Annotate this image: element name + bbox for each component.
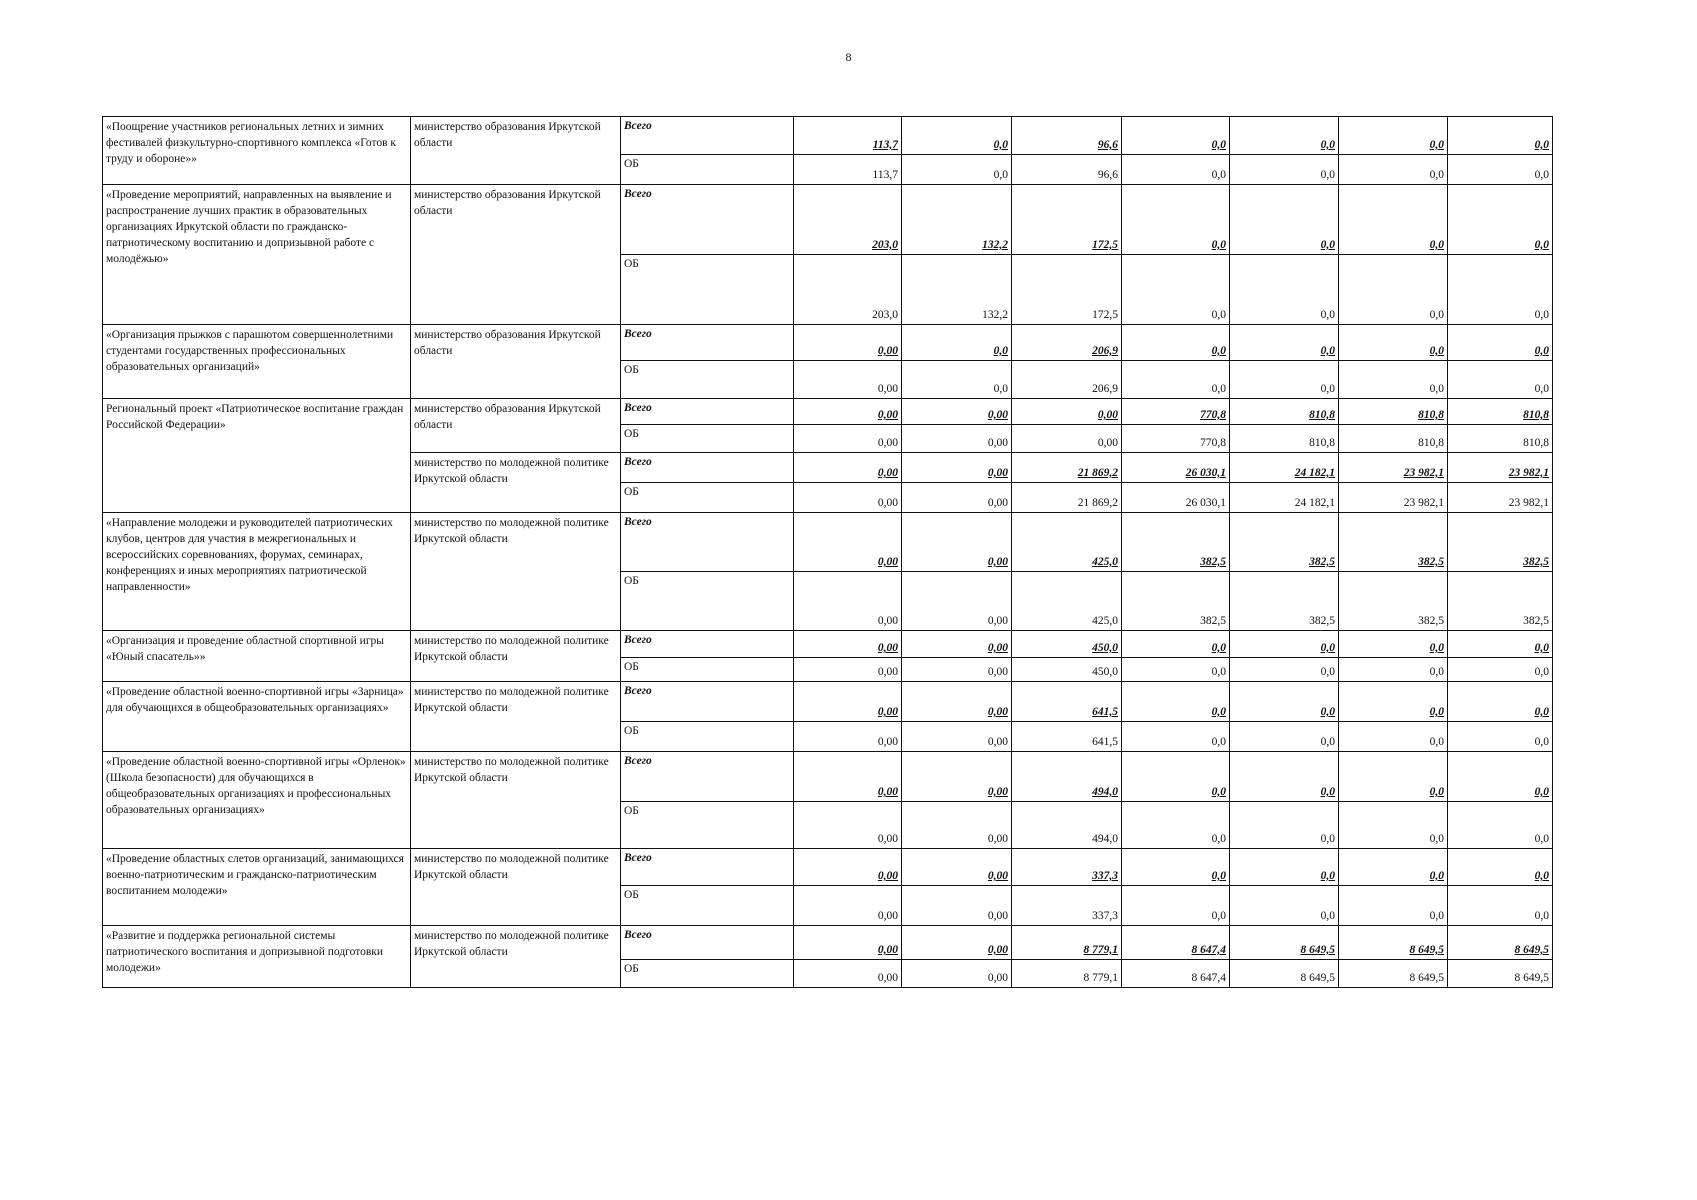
table-row-total xyxy=(103,849,1553,886)
amount-cell: 0,00 xyxy=(902,453,1012,483)
amount-cell: 113,7 xyxy=(794,117,902,155)
amount-cell: 0,0 xyxy=(1339,325,1448,361)
amount-cell: 0,0 xyxy=(1230,255,1339,325)
amount-cell: 0,0 xyxy=(1339,722,1448,752)
program-name: «Поощрение участников региональных летних и зимних фестивалей физкультурно-спортивного комплекса «Готов к труду и обороне»» xyxy=(103,117,411,185)
funding-source-label: Всего xyxy=(621,926,794,960)
executor: министерство по молодежной политике Иркутской области xyxy=(411,453,621,513)
amount-cell: 96,6 xyxy=(1012,155,1122,185)
amount-cell: 0,00 xyxy=(794,682,902,722)
funding-source-label: ОБ xyxy=(621,155,794,185)
amount-cell: 0,0 xyxy=(902,325,1012,361)
executor: министерство образования Иркутской области xyxy=(411,117,621,185)
amount-cell: 0,00 xyxy=(902,425,1012,453)
table-row-total xyxy=(103,325,1553,361)
executor: министерство образования Иркутской области xyxy=(411,399,621,453)
amount-cell: 337,3 xyxy=(1012,849,1122,886)
funding-source-label: Всего xyxy=(621,453,794,483)
amount-cell: 810,8 xyxy=(1339,399,1448,425)
amount-cell: 0,00 xyxy=(902,960,1012,988)
amount-cell: 0,0 xyxy=(1448,631,1553,658)
amount-cell: 0,0 xyxy=(1339,255,1448,325)
amount-cell: 0,00 xyxy=(902,752,1012,802)
funding-source-label: Всего xyxy=(621,682,794,722)
amount-cell: 641,5 xyxy=(1012,682,1122,722)
amount-cell: 0,0 xyxy=(1122,886,1230,926)
amount-cell: 113,7 xyxy=(794,155,902,185)
amount-cell: 8 647,4 xyxy=(1122,926,1230,960)
amount-cell: 0,0 xyxy=(1122,361,1230,399)
amount-cell: 0,0 xyxy=(1122,631,1230,658)
amount-cell: 0,0 xyxy=(1230,802,1339,849)
table-row-total xyxy=(103,185,1553,255)
amount-cell: 0,0 xyxy=(1122,802,1230,849)
amount-cell: 0,00 xyxy=(794,802,902,849)
amount-cell: 23 982,1 xyxy=(1448,453,1553,483)
amount-cell: 0,0 xyxy=(1448,682,1553,722)
funding-source-label: ОБ xyxy=(621,255,794,325)
amount-cell: 0,00 xyxy=(902,631,1012,658)
amount-cell: 0,0 xyxy=(1230,185,1339,255)
amount-cell: 0,00 xyxy=(794,325,902,361)
executor: министерство по молодежной политике Иркутской области xyxy=(411,849,621,926)
table-row-total xyxy=(103,631,1553,658)
amount-cell: 0,0 xyxy=(1230,117,1339,155)
executor: министерство образования Иркутской области xyxy=(411,325,621,399)
funding-source-label: Всего xyxy=(621,513,794,572)
table-row-total xyxy=(103,513,1553,572)
amount-cell: 0,0 xyxy=(1122,722,1230,752)
amount-cell: 0,0 xyxy=(1448,849,1553,886)
amount-cell: 0,00 xyxy=(902,722,1012,752)
amount-cell: 425,0 xyxy=(1012,513,1122,572)
amount-cell: 382,5 xyxy=(1339,513,1448,572)
amount-cell: 8 649,5 xyxy=(1448,926,1553,960)
program-name: «Проведение областной военно-спортивной игры «Зарница» для обучающихся в общеобразовательных организациях» xyxy=(103,682,411,752)
amount-cell: 8 649,5 xyxy=(1339,926,1448,960)
amount-cell: 0,0 xyxy=(1230,752,1339,802)
amount-cell: 0,0 xyxy=(1230,722,1339,752)
funding-source-label: Всего xyxy=(621,849,794,886)
amount-cell: 0,0 xyxy=(1339,802,1448,849)
program-name: «Организация и проведение областной спортивной игры «Юный спасатель»» xyxy=(103,631,411,682)
amount-cell: 494,0 xyxy=(1012,802,1122,849)
amount-cell: 0,0 xyxy=(1339,155,1448,185)
amount-cell: 0,0 xyxy=(1339,849,1448,886)
amount-cell: 0,00 xyxy=(794,399,902,425)
table-row-total xyxy=(103,752,1553,802)
amount-cell: 0,00 xyxy=(794,425,902,453)
amount-cell: 0,00 xyxy=(902,682,1012,722)
amount-cell: 382,5 xyxy=(1448,572,1553,631)
program-name: «Проведение мероприятий, направленных на выявление и распространение лучших практик в образовательных организациях Иркутской области по гражданско-патриотическому воспитанию и допризывной работе с молодёжью» xyxy=(103,185,411,325)
amount-cell: 382,5 xyxy=(1230,572,1339,631)
amount-cell: 0,00 xyxy=(794,572,902,631)
amount-cell: 8 647,4 xyxy=(1122,960,1230,988)
amount-cell: 0,00 xyxy=(902,802,1012,849)
amount-cell: 0,0 xyxy=(1122,752,1230,802)
amount-cell: 0,0 xyxy=(1230,361,1339,399)
budget-table xyxy=(102,116,1553,988)
amount-cell: 24 182,1 xyxy=(1230,483,1339,513)
amount-cell: 0,0 xyxy=(1122,155,1230,185)
funding-source-label: Всего xyxy=(621,117,794,155)
amount-cell: 0,0 xyxy=(1339,361,1448,399)
amount-cell: 0,00 xyxy=(794,886,902,926)
amount-cell: 450,0 xyxy=(1012,631,1122,658)
table-row-total xyxy=(103,399,1553,425)
amount-cell: 450,0 xyxy=(1012,658,1122,682)
amount-cell: 425,0 xyxy=(1012,572,1122,631)
amount-cell: 0,0 xyxy=(1230,658,1339,682)
executor: министерство по молодежной политике Иркутской области xyxy=(411,752,621,849)
funding-source-label: Всего xyxy=(621,325,794,361)
program-name: «Направление молодежи и руководителей патриотических клубов, центров для участия в межрегиональных и всероссийских соревнованиях, форумах, семинарах, конференциях и иных мероприятиях патриотической направленности» xyxy=(103,513,411,631)
amount-cell: 810,8 xyxy=(1230,399,1339,425)
funding-source-label: Всего xyxy=(621,185,794,255)
amount-cell: 172,5 xyxy=(1012,255,1122,325)
program-name: «Проведение областных слетов организаций, занимающихся военно-патриотическим и гражданско-патриотическим воспитанием молодежи» xyxy=(103,849,411,926)
amount-cell: 0,0 xyxy=(1448,155,1553,185)
amount-cell: 0,00 xyxy=(794,453,902,483)
executor: министерство по молодежной политике Иркутской области xyxy=(411,513,621,631)
amount-cell: 382,5 xyxy=(1122,572,1230,631)
amount-cell: 8 779,1 xyxy=(1012,926,1122,960)
amount-cell: 0,0 xyxy=(1122,325,1230,361)
executor: министерство по молодежной политике Иркутской области xyxy=(411,682,621,752)
amount-cell: 8 649,5 xyxy=(1230,960,1339,988)
amount-cell: 382,5 xyxy=(1339,572,1448,631)
amount-cell: 0,00 xyxy=(794,849,902,886)
amount-cell: 0,0 xyxy=(1230,325,1339,361)
amount-cell: 0,00 xyxy=(794,658,902,682)
amount-cell: 0,0 xyxy=(1339,185,1448,255)
amount-cell: 0,0 xyxy=(1448,325,1553,361)
program-name: «Развитие и поддержка региональной системы патриотического воспитания и допризывной подготовки молодежи» xyxy=(103,926,411,988)
amount-cell: 23 982,1 xyxy=(1339,453,1448,483)
amount-cell: 0,00 xyxy=(902,513,1012,572)
amount-cell: 0,0 xyxy=(1230,886,1339,926)
amount-cell: 8 649,5 xyxy=(1230,926,1339,960)
amount-cell: 21 869,2 xyxy=(1012,483,1122,513)
program-name: «Организация прыжков с парашютом совершеннолетними студентами государственных профессиональных образовательных организаций» xyxy=(103,325,411,399)
program-name: «Проведение областной военно-спортивной игры «Орленок» (Школа безопасности) для обучающихся в общеобразовательных организациях и профессиональных образовательных организациях» xyxy=(103,752,411,849)
amount-cell: 172,5 xyxy=(1012,185,1122,255)
funding-source-label: ОБ xyxy=(621,722,794,752)
amount-cell: 26 030,1 xyxy=(1122,483,1230,513)
amount-cell: 0,0 xyxy=(1448,117,1553,155)
amount-cell: 0,0 xyxy=(1122,658,1230,682)
amount-cell: 26 030,1 xyxy=(1122,453,1230,483)
amount-cell: 0,0 xyxy=(1230,155,1339,185)
amount-cell: 0,0 xyxy=(1448,185,1553,255)
amount-cell: 0,0 xyxy=(1448,361,1553,399)
amount-cell: 0,0 xyxy=(902,361,1012,399)
amount-cell: 0,0 xyxy=(1122,255,1230,325)
amount-cell: 0,0 xyxy=(1230,631,1339,658)
funding-source-label: ОБ xyxy=(621,886,794,926)
amount-cell: 770,8 xyxy=(1122,399,1230,425)
amount-cell: 0,0 xyxy=(1339,658,1448,682)
amount-cell: 23 982,1 xyxy=(1339,483,1448,513)
amount-cell: 810,8 xyxy=(1448,425,1553,453)
amount-cell: 0,00 xyxy=(902,886,1012,926)
amount-cell: 810,8 xyxy=(1339,425,1448,453)
amount-cell: 132,2 xyxy=(902,185,1012,255)
funding-source-label: ОБ xyxy=(621,425,794,453)
funding-source-label: ОБ xyxy=(621,483,794,513)
amount-cell: 0,0 xyxy=(1448,886,1553,926)
amount-cell: 0,00 xyxy=(1012,425,1122,453)
amount-cell: 382,5 xyxy=(1448,513,1553,572)
funding-source-label: ОБ xyxy=(621,361,794,399)
amount-cell: 0,0 xyxy=(1122,185,1230,255)
executor: министерство по молодежной политике Иркутской области xyxy=(411,631,621,682)
funding-source-label: ОБ xyxy=(621,960,794,988)
funding-source-label: ОБ xyxy=(621,658,794,682)
amount-cell: 0,00 xyxy=(794,926,902,960)
amount-cell: 203,0 xyxy=(794,255,902,325)
table-row-total xyxy=(103,117,1553,155)
executor: министерство по молодежной политике Иркутской области xyxy=(411,926,621,988)
amount-cell: 382,5 xyxy=(1230,513,1339,572)
page-number: 8 xyxy=(845,50,852,64)
amount-cell: 132,2 xyxy=(902,255,1012,325)
table-row-total xyxy=(103,682,1553,722)
amount-cell: 382,5 xyxy=(1122,513,1230,572)
amount-cell: 0,00 xyxy=(794,960,902,988)
amount-cell: 810,8 xyxy=(1448,399,1553,425)
amount-cell: 0,0 xyxy=(1122,849,1230,886)
amount-cell: 0,00 xyxy=(794,631,902,658)
funding-source-label: ОБ xyxy=(621,572,794,631)
amount-cell: 0,0 xyxy=(1339,117,1448,155)
amount-cell: 0,0 xyxy=(1448,658,1553,682)
amount-cell: 0,00 xyxy=(902,572,1012,631)
table-row-total xyxy=(103,926,1553,960)
amount-cell: 641,5 xyxy=(1012,722,1122,752)
amount-cell: 0,00 xyxy=(794,722,902,752)
amount-cell: 0,0 xyxy=(1448,255,1553,325)
amount-cell: 0,00 xyxy=(902,926,1012,960)
amount-cell: 21 869,2 xyxy=(1012,453,1122,483)
amount-cell: 0,00 xyxy=(902,658,1012,682)
amount-cell: 0,0 xyxy=(1122,682,1230,722)
funding-source-label: ОБ xyxy=(621,802,794,849)
amount-cell: 0,0 xyxy=(1230,849,1339,886)
amount-cell: 0,0 xyxy=(1339,682,1448,722)
amount-cell: 96,6 xyxy=(1012,117,1122,155)
amount-cell: 8 779,1 xyxy=(1012,960,1122,988)
funding-source-label: Всего xyxy=(621,752,794,802)
amount-cell: 0,0 xyxy=(1230,682,1339,722)
amount-cell: 0,0 xyxy=(902,155,1012,185)
amount-cell: 0,00 xyxy=(794,752,902,802)
amount-cell: 0,0 xyxy=(1339,631,1448,658)
funding-source-label: Всего xyxy=(621,399,794,425)
amount-cell: 206,9 xyxy=(1012,325,1122,361)
amount-cell: 23 982,1 xyxy=(1448,483,1553,513)
program-name: Региональный проект «Патриотическое воспитание граждан Российской Федерации» xyxy=(103,399,411,513)
amount-cell: 8 649,5 xyxy=(1339,960,1448,988)
amount-cell: 0,00 xyxy=(794,513,902,572)
amount-cell: 770,8 xyxy=(1122,425,1230,453)
amount-cell: 0,00 xyxy=(902,483,1012,513)
amount-cell: 0,00 xyxy=(794,483,902,513)
amount-cell: 0,00 xyxy=(794,361,902,399)
amount-cell: 0,00 xyxy=(902,849,1012,886)
executor: министерство образования Иркутской области xyxy=(411,185,621,325)
amount-cell: 8 649,5 xyxy=(1448,960,1553,988)
amount-cell: 0,00 xyxy=(902,399,1012,425)
amount-cell: 0,00 xyxy=(1012,399,1122,425)
amount-cell: 0,0 xyxy=(1339,752,1448,802)
amount-cell: 337,3 xyxy=(1012,886,1122,926)
amount-cell: 494,0 xyxy=(1012,752,1122,802)
amount-cell: 0,0 xyxy=(1448,802,1553,849)
amount-cell: 203,0 xyxy=(794,185,902,255)
amount-cell: 24 182,1 xyxy=(1230,453,1339,483)
amount-cell: 0,0 xyxy=(1339,886,1448,926)
amount-cell: 0,0 xyxy=(902,117,1012,155)
funding-source-label: Всего xyxy=(621,631,794,658)
amount-cell: 206,9 xyxy=(1012,361,1122,399)
amount-cell: 810,8 xyxy=(1230,425,1339,453)
amount-cell: 0,0 xyxy=(1122,117,1230,155)
amount-cell: 0,0 xyxy=(1448,752,1553,802)
amount-cell: 0,0 xyxy=(1448,722,1553,752)
